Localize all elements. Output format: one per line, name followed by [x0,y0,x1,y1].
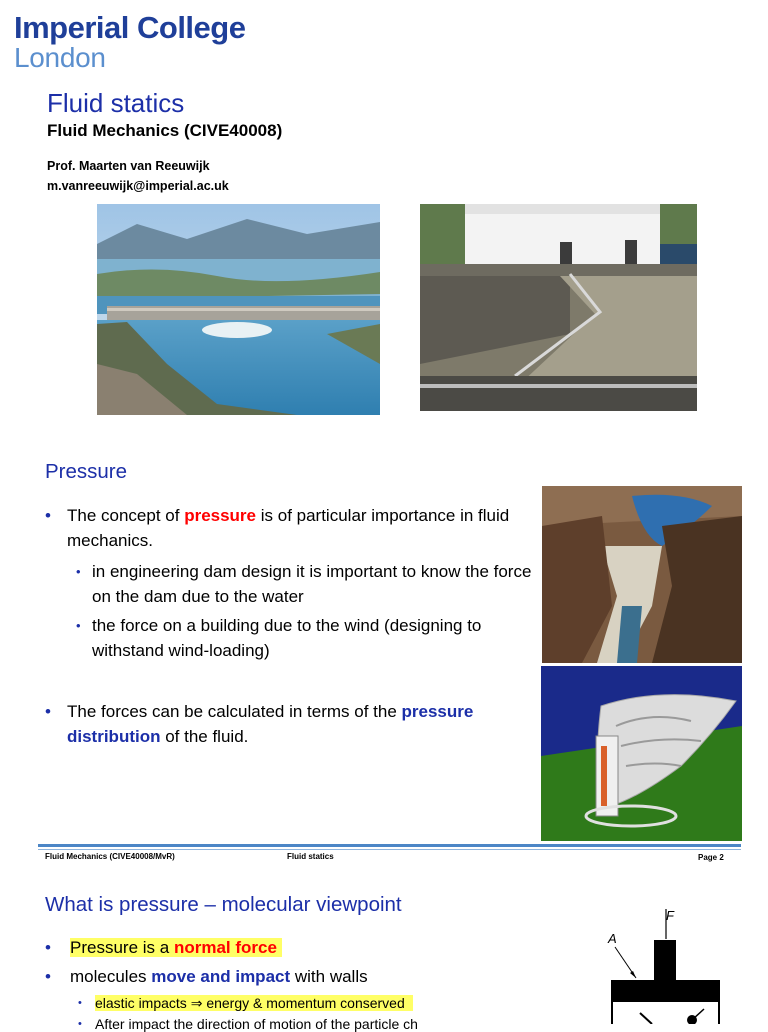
bullet-normal-force [45,935,282,960]
slide-divider-thin [38,849,741,850]
footer-topic: Fluid statics [287,852,334,861]
bullet-text: with walls [290,967,368,986]
bullet-molecules-impact [45,964,368,989]
area-label-a: A [608,931,617,946]
bullet-dot-icon: • [76,618,81,633]
bullet-text: molecules [70,967,152,986]
bullet-dot-icon: • [45,702,51,721]
pressure-heading: Pressure [45,460,128,483]
molecular-viewpoint-heading: What is pressure – molecular viewpoint [45,893,402,916]
bullet-dot-icon: • [45,506,51,525]
slide-divider [38,844,741,847]
bullet-pressure-concept [45,503,527,553]
bullet-text: The forces can be calculated in terms of the [67,702,402,721]
bullet-text: is of particular importance in fluid mechanics. [67,506,510,550]
bullet-dot-icon: • [76,564,81,579]
hoover-dam-photo [542,486,742,663]
bullet-text: Pressure is a [70,938,174,957]
subbullet-text: energy & momentum conserved [202,995,405,1011]
imperial-logo-line2: London [14,42,106,73]
bullet-dot-icon: • [45,938,51,957]
subbullet-direction-change [78,1016,418,1032]
bullet-pressure-distribution [45,699,487,749]
emphasis-pressure-distribution: pressure distribution [67,702,474,746]
emphasis-pressure: pressure [184,506,257,525]
subbullet-text: elastic impacts [95,995,191,1011]
footer-course: Fluid Mechanics (CIVE40008/MvR) [45,852,175,861]
bullet-dot-icon: • [45,967,51,986]
bullet-dot-icon: • [78,997,82,1009]
force-label-f: F [666,908,674,923]
bullet-text: of the fluid. [160,727,249,746]
bullet-dot-icon: • [78,1018,82,1030]
canal-lock-photo [420,204,697,411]
imperial-logo-line1: Imperial College [14,10,246,45]
cfd-building-wind-simulation [541,666,742,841]
piston-pressure-diagram [600,905,730,1024]
subbullet-text: After impact the direction of motion of the particle ch [95,1016,418,1032]
emphasis-move-impact: move and impact [151,967,291,986]
three-gorges-dam-photo [97,204,380,415]
subbullet-dam-design [76,559,532,609]
course-subtitle: Fluid Mechanics (CIVE40008) [47,121,283,140]
subbullet-elastic-impacts [78,995,413,1012]
subbullet-text: the force on a building due to the wind (designing to withstand wind-loading) [92,616,482,660]
implies-arrow-icon: ⇒ [190,995,203,1011]
author-email: m.vanreeuwijk@imperial.ac.uk [47,179,229,193]
document-title: Fluid statics [47,88,185,118]
subbullet-wind-loading [76,613,532,663]
author-name: Prof. Maarten van Reeuwijk [47,159,210,173]
emphasis-normal-force: normal force [173,938,277,957]
bullet-text: The concept of [67,506,185,525]
subbullet-text: in engineering dam design it is important to know the force on the dam due to the water [92,562,532,606]
footer-page-number: Page 2 [698,853,724,862]
